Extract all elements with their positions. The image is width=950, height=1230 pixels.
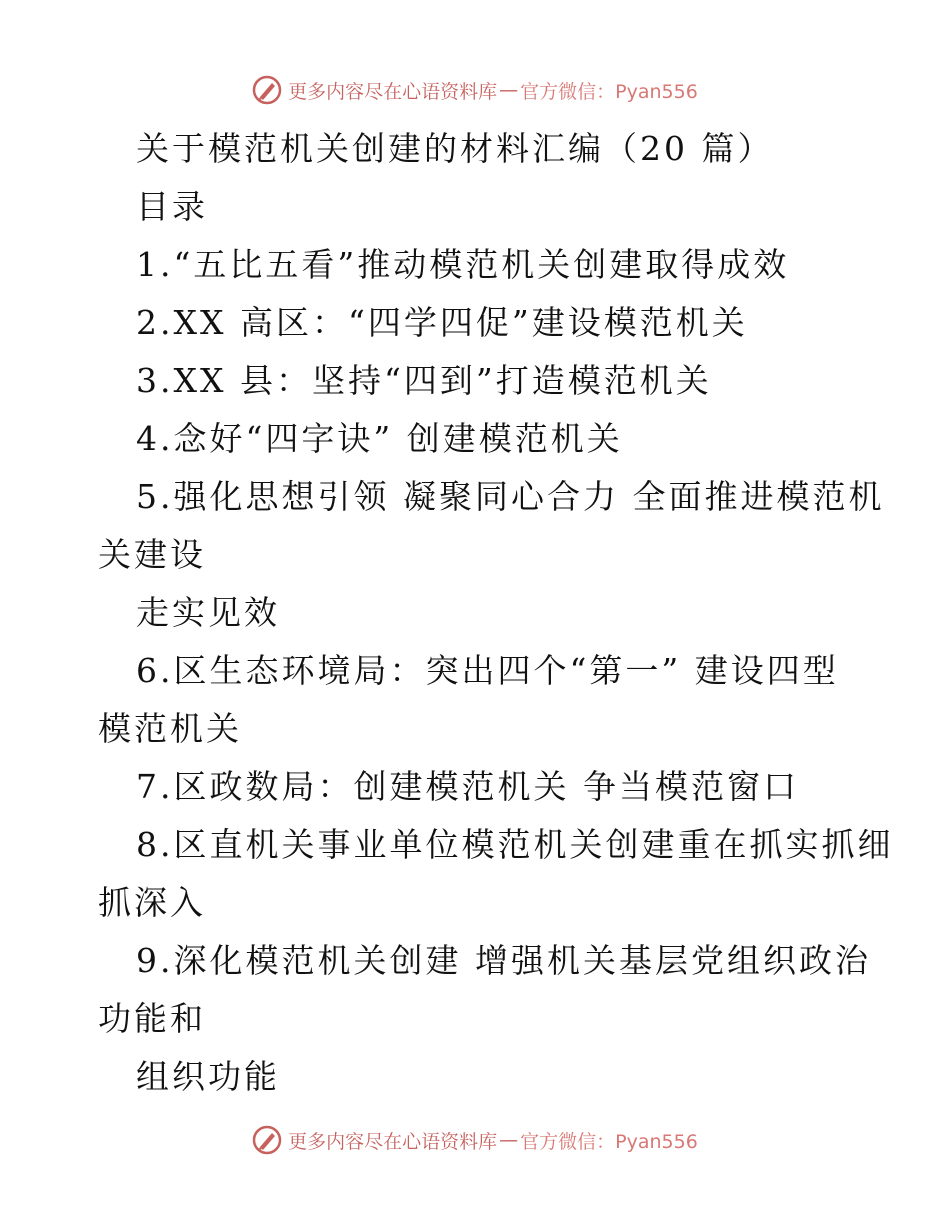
document-body [98,120,894,1106]
doc-line: 组织功能 [136,1057,280,1096]
doc-line: 7.区政数局：创建模范机关 争当模范窗口 [136,767,799,806]
watermark-separator: — [499,1129,519,1151]
doc-line: 抓深入 [98,883,206,922]
doc-line: 2.XX 高区：“四学四促”建设模范机关 [136,303,748,342]
doc-line: 关建设 [98,535,206,574]
doc-line: 1.“五比五看”推动模范机关创建取得成效 [136,245,790,284]
pen-logo-icon [252,1125,282,1155]
pen-logo-icon [252,75,282,105]
doc-line: 走实见效 [136,593,280,632]
footer-watermark [0,1120,950,1160]
doc-line: 5.强化思想引领 凝聚同心合力 全面推进模范机 [136,477,885,516]
doc-line: 模范机关 [98,709,242,748]
doc-line: 4.念好“四字诀” 创建模范机关 [136,419,623,458]
doc-line: 功能和 [98,999,206,1038]
doc-line: 3.XX 县：坚持“四到”打造模范机关 [136,361,712,400]
watermark-separator: — [499,79,519,101]
watermark-sub-text: 官方微信：Pyan556 [520,80,698,103]
header-watermark [0,70,950,110]
watermark-main-text: 更多内容尽在心语资料库 [288,1130,498,1153]
doc-line: 9.深化模范机关创建 增强机关基层党组织政治 [136,941,871,980]
doc-line: 6.区生态环境局：突出四个“第一” 建设四型 [136,651,839,690]
doc-line: 关于模范机关创建的材料汇编（20 篇） [136,129,774,168]
doc-line: 8.区直机关事业单位模范机关创建重在抓实抓细 [136,825,894,864]
doc-line: 目录 [136,187,208,226]
watermark-sub-text: 官方微信：Pyan556 [520,1130,698,1153]
watermark-main-text: 更多内容尽在心语资料库 [288,80,498,103]
